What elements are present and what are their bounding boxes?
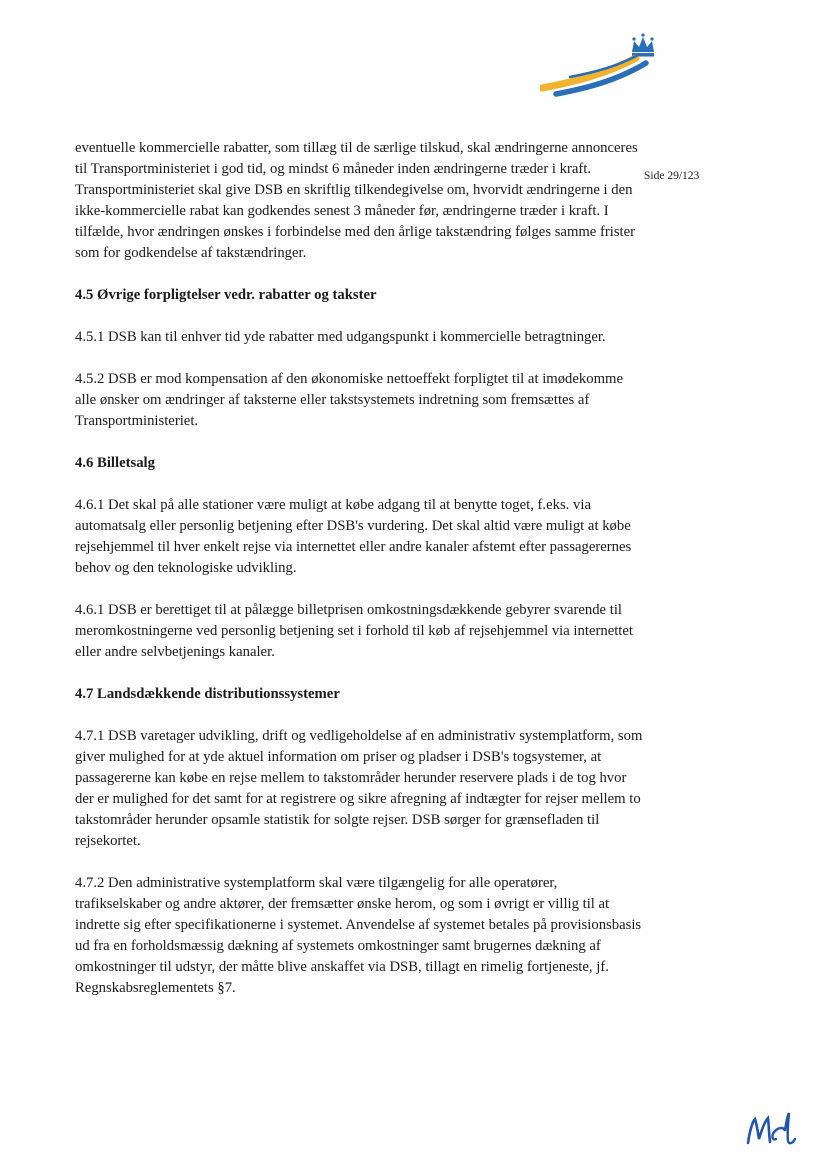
paragraph-4-7-2: 4.7.2 Den administrative systemplatform skal være tilgængelig for alle operatører, trafikselskaber og andre aktører, der fremsætter ønske herom, og som i øvrigt er villig til at indrette sig efter specifikationerne i systemet. Anvendelse af systemet betales på provisionsbasis ud fra en forholdsmæssig dækning af systemets omkostninger samt brugernes dækning af omkostninger til udstyr, der måtte blive anskaffet via DSB, tillagt en rimelig fortjeneste, jf. Regnskabsreglementets §7. xyxy=(75,875,642,997)
section-heading-4-5: 4.5 Øvrige forpligtelser vedr. rabatter og takster xyxy=(75,287,377,304)
section-heading-4-6: 4.6 Billetsalg xyxy=(75,455,155,472)
paragraph-4-7-1: 4.7.1 DSB varetager udvikling, drift og vedligeholdelse af en administrativ systemplatform, som giver mulighed for at yde aktuel information om priser og pladser i DSB's togsystemer, at passagererne kan købe en rejse mellem to takstområder herunder reservere plads i de tog hvor der er mulighed for det samt for at registrere og sikre afregning af indtægter for rejser mellem to takstområder herunder opsamle statistik for solgte rejser. DSB sørger for grænsefladen til rejsekortet. xyxy=(75,728,643,850)
section-heading-4-7: 4.7 Landsdækkende distributionssystemer xyxy=(75,686,340,703)
paragraph-4-5-2: 4.5.2 DSB er mod kompensation af den økonomiske nettoeffekt forpligtet til at imødekomme alle ønsker om ændringer af taksterne eller takstsystemets indretning som fremsættes af Transportministeriet. xyxy=(75,371,623,430)
document-body xyxy=(75,138,645,1021)
paragraph-intro: eventuelle kommercielle rabatter, som tillæg til de særlige tilskud, skal ændringerne annonceres til Transportministeriet i god tid, og mindst 6 måneder inden ændringerne træder i kraft. Transportministeriet skal give DSB en skriftlig tilkendegivelse om, hvorvidt ændringerne i den ikke-kommercielle rabat kan godkendes senest 3 måneder før, ændringerne træder i kraft. I tilfælde, hvor ændringen ønskes i forbindelse med den årlige takstændring følges samme frister som for godkendelse af takstændringer. xyxy=(75,140,638,262)
page-number: Side 29/123 xyxy=(644,170,700,182)
paragraph-4-6-1b: 4.6.1 DSB er berettiget til at pålægge billetprisen omkostningsdækkende gebyrer svarende til meromkostningerne ved personlig betjening set i forhold til køb af rejsehjemmel via internettet eller andre selvbetjenings kanaler. xyxy=(75,602,633,661)
paragraph-4-6-1a: 4.6.1 Det skal på alle stationer være muligt at købe adgang til at benytte toget, f.eks. via automatsalg eller personlig betjening efter DSB's vurdering. Det skal altid være muligt at købe rejsehjemmel til hver enkelt rejse via internettet eller andre kanaler afstemt efter passagerernes behov og den teknologiske udvikling. xyxy=(75,497,632,577)
signature-icon xyxy=(742,1105,802,1153)
paragraph-4-5-1: 4.5.1 DSB kan til enhver tid yde rabatter med udgangspunkt i kommercielle betragtninger. xyxy=(75,329,606,346)
crown-icon xyxy=(632,33,654,56)
ministry-logo xyxy=(540,30,665,98)
handwritten-initials xyxy=(742,1105,802,1153)
crown-swoosh-icon xyxy=(540,30,665,98)
